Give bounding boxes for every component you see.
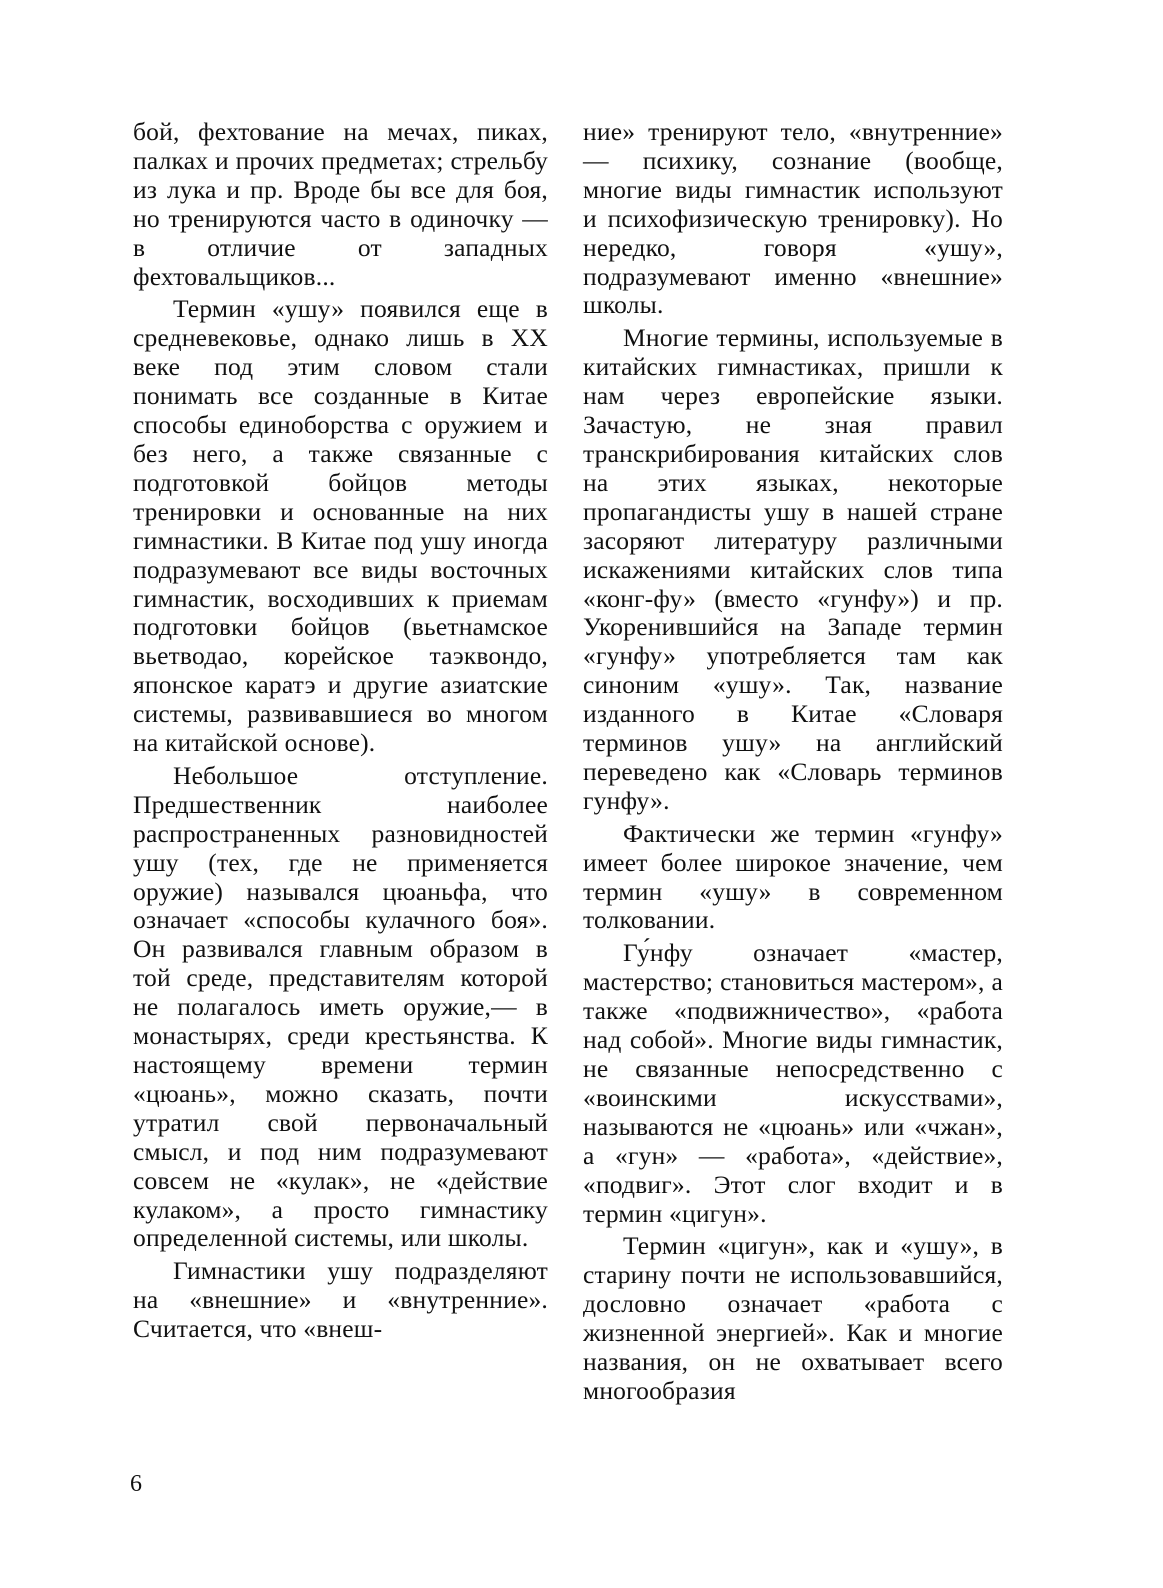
paragraph: Фактически же термин «гунфу» имеет более широкое значение, чем термин «ушу» в современном толковании. <box>583 818 1003 935</box>
left-column <box>133 118 548 1348</box>
paragraph: Небольшое отступление. Предшественник наиболее распространенных разновидностей ушу (тех, где не применяется оружие) назывался цюаньфа, что означает «способы кулачного боя». Он развивался главным образом в той среде, представителям которой не полагалось иметь оружие,— в монастырях, среди крестьянства. К настоящему времени термин «цюань», можно сказать, почти утратил свой первоначальный смысл, и под ним подразумевают совсем не «кулак», не «действие кулаком», а просто гимнастику определенной системы, или школы. <box>133 760 548 1253</box>
paragraph: Гу́нфу означает «мастер, мастерство; становиться мастером», а также «подвижничество», «работа над собой». Многие виды гимнастик, не связанные непосредственно с «воинскими искусствами», называются не «цюань» или «чжан», а «гун» — «работа», «действие», «подвиг». Этот слог входит и в термин «цигун». <box>583 938 1003 1228</box>
paragraph: бой, фехтование на мечах, пиках, палках и прочих предметах; стрельбу из лука и пр. Вроде бы все для боя, но тренируются часто в одиночку — в отличие от западных фехтовальщиков... <box>133 117 548 291</box>
paragraph: Термин «цигун», как и «ушу», в старину почти не использовавшийся, дословно означает «работа с жизненной энергией». Как и многие названия, он не охватывает всего многообразия <box>583 1231 1003 1405</box>
paragraph: Многие термины, используемые в китайских гимнастиках, пришли к нам через европейские языки. Зачастую, не зная правил транскрибирования китайских слов на этих языках, некоторые пропагандисты ушу в нашей стране засоряют литературу различными искажениями китайских слов типа «конг-фу» (вместо «гунфу») и пр. Укоренившийся на Западе термин «гунфу» употребляется там как синоним «ушу». Так, название изданного в Китае «Словаря терминов ушу» на английский переведено как «Словарь терминов гунфу». <box>583 323 1003 815</box>
paragraph: ние» тренируют тело, «внутренние» — психику, сознание (вообще, многие виды гимнастик используют и психофизическую тренировку). Но нередко, говоря «ушу», подразумевают именно «внешние» школы. <box>583 117 1003 320</box>
paragraph: Термин «ушу» появился еще в средневековье, однако лишь в XX веке под этим словом стали понимать все созданные в Китае способы единоборства с оружием и без него, а также связанные с подготовкой бойцов методы тренировки и основанные на них гимнастики. В Китае под ушу иногда подразумевают все виды восточных гимнастик, восходивших к приемам подготовки бойцов (вьетнамское вьетводао, корейское таэквондо, японское каратэ и другие азиатские системы, развивавшиеся во многом на китайской основе). <box>133 294 548 758</box>
right-column <box>583 118 1003 1410</box>
page-number: 6 <box>130 1471 142 1497</box>
paragraph: Гимнастики ушу подразделяют на «внешние» и «внутренние». Считается, что «внеш- <box>133 1256 548 1344</box>
